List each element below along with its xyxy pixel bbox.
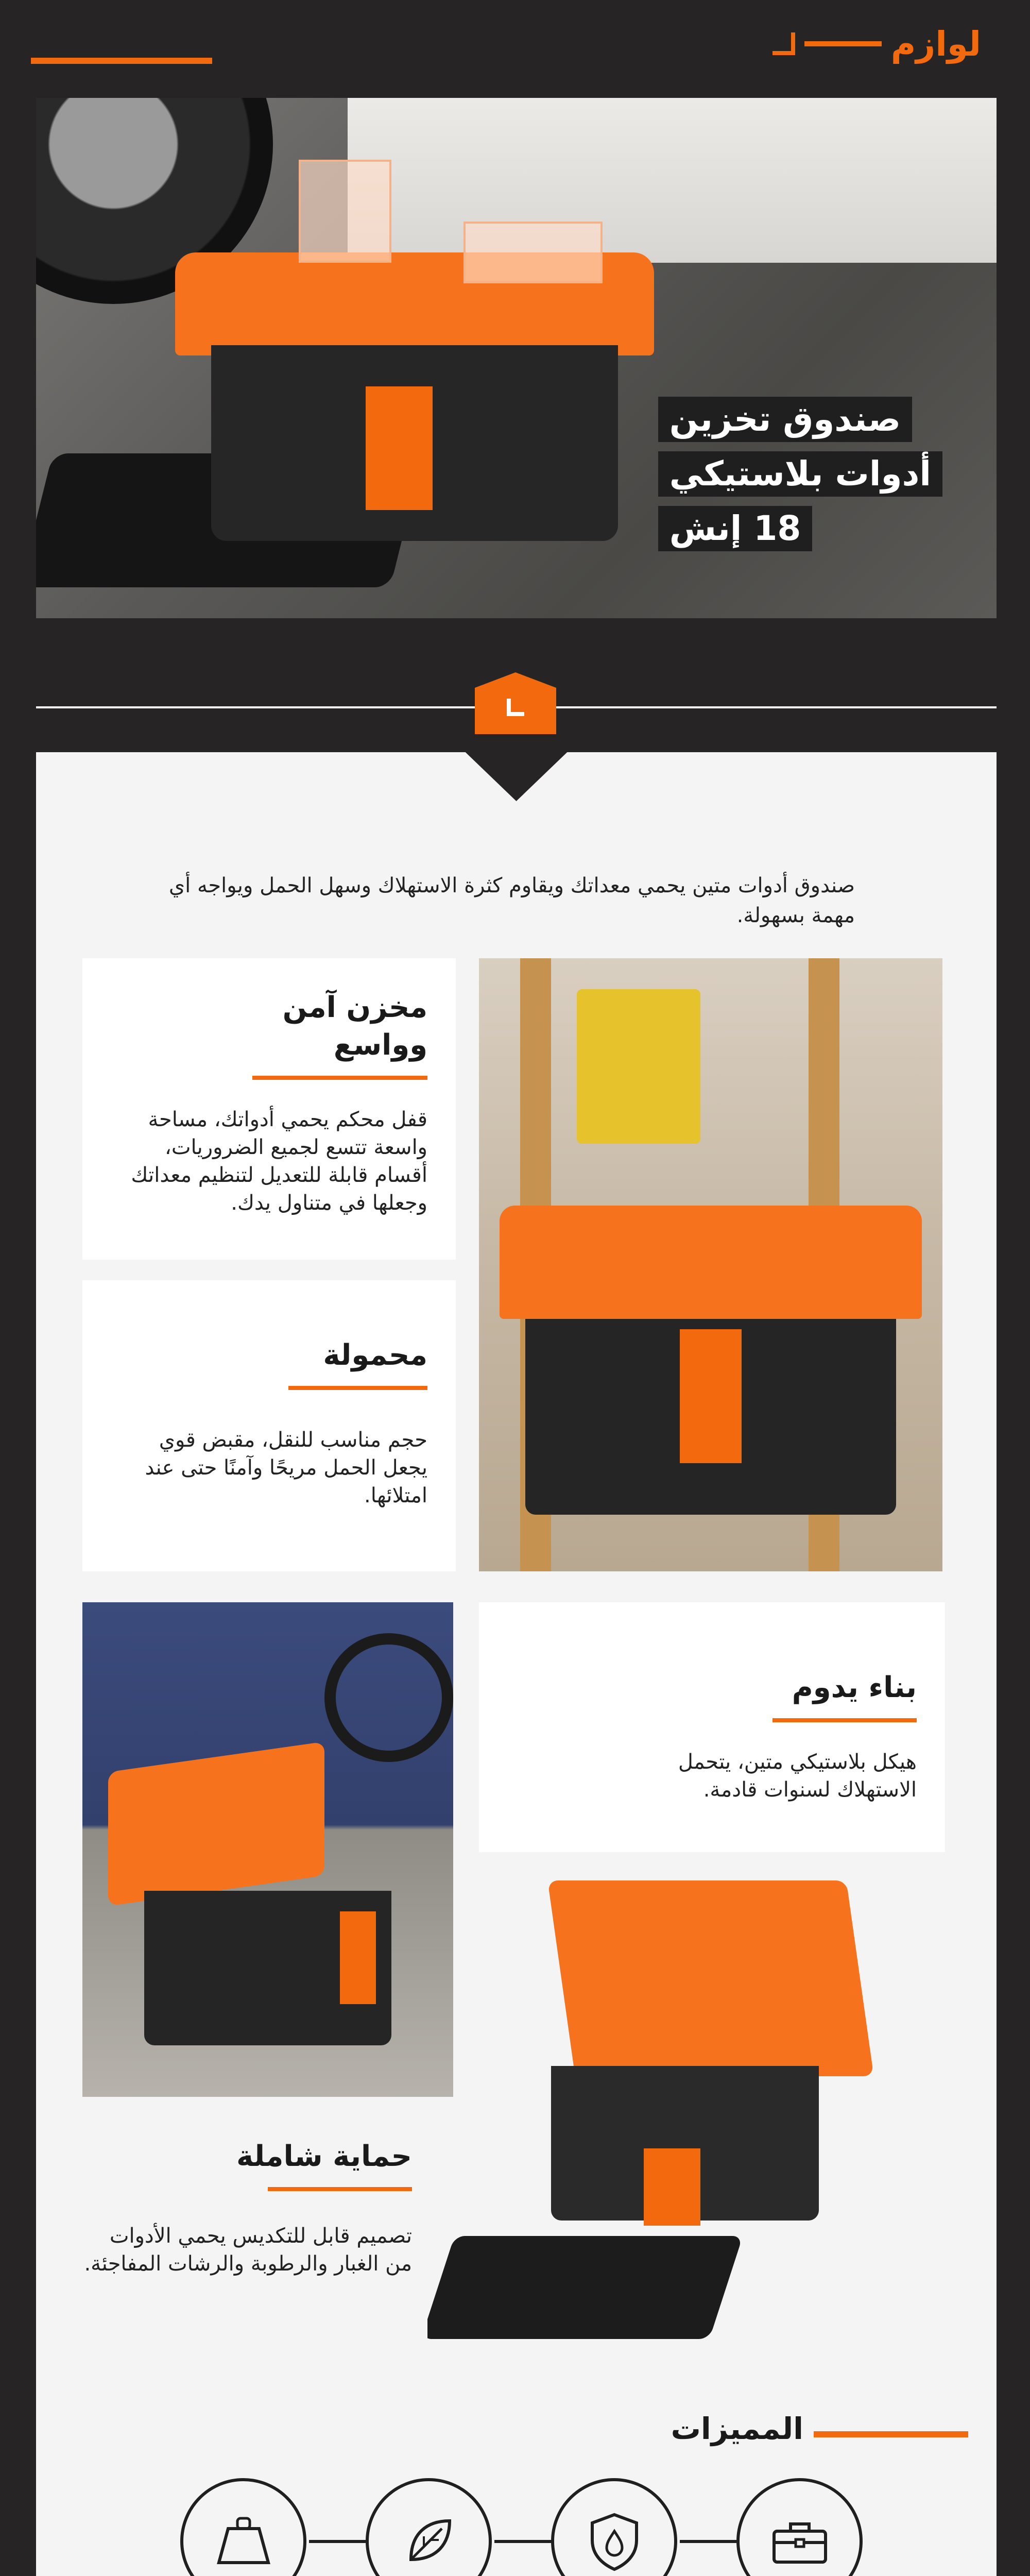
feature-card-durable (479, 1602, 945, 1852)
weight-icon (213, 2513, 274, 2570)
toolbox-photo-open (427, 1880, 958, 2380)
features-title: المميزات (671, 2411, 803, 2446)
header-accent-line (31, 58, 212, 64)
feature-card-storage (82, 958, 456, 1260)
card-title: حماية شاملة (236, 2140, 412, 2173)
toolbox-lid (547, 1880, 873, 2076)
hero-title-line: صندوق تخزين (658, 397, 912, 442)
card-text: هيكل بلاستيكي متين، يتحمل الاستهلاك لسنوات قادمة. (678, 1750, 917, 1802)
icon-connector (494, 2540, 551, 2543)
card-underline (772, 1718, 917, 1722)
feature-card-protection (82, 2138, 412, 2370)
hero-title-line: 18 إنش (658, 506, 813, 551)
intro-text: صندوق أدوات متين يحمي معداتك ويقاوم كثرة الاستهلاك وسهل الحمل ويواجه أي مهمة بسهولة. (168, 874, 855, 927)
photo-detail (324, 1633, 453, 1762)
photo-detail (577, 989, 700, 1144)
tool-tray-image (427, 2236, 743, 2339)
icon-connector (680, 2540, 736, 2543)
logo-mark-icon (507, 699, 524, 716)
card-title: مخزن آمن وواسع (282, 991, 427, 1062)
toolbox-label (340, 1911, 376, 2004)
toolbox-label (366, 386, 433, 510)
toolbox-image (175, 191, 654, 526)
card-title: بناء يدوم (792, 1671, 917, 1704)
toolbox-compartment (299, 160, 391, 263)
hero-title (658, 397, 942, 551)
water-shield-icon (586, 2511, 643, 2572)
toolbox-lid (108, 1741, 324, 1906)
toolbox-icon (769, 2516, 831, 2567)
section-badge (475, 672, 556, 734)
card-text: حجم مناسب للنقل، مقبض قوي يجعل الحمل مريحًا وآمنًا حتى عند امتلائها. (145, 1428, 427, 1507)
card-underline (288, 1386, 427, 1390)
toolbox-compartment (464, 222, 603, 283)
card-title: محمولة (323, 1338, 427, 1372)
hero-title-line: أدوات بلاستيكي (658, 451, 942, 497)
divider-line (36, 706, 475, 708)
leaf-icon (401, 2513, 457, 2570)
features-accent-line (814, 2431, 968, 2437)
toolbox-lid (500, 1206, 922, 1319)
divider-line (556, 706, 997, 708)
logo-mark-icon (772, 32, 795, 55)
card-text: تصميم قابل للتكديس يحمي الأدوات من الغبار والرطوبة والرشات المفاجئة. (84, 2224, 412, 2276)
feature-card-portable (82, 1280, 456, 1571)
logo-bar (804, 41, 882, 46)
toolbox-photo-garage (82, 1602, 453, 2097)
toolbox-label (680, 1329, 742, 1463)
card-text: قفل محكم يحمي أدواتك، مساحة واسعة تتسع لجميع الضروريات، أقسام قابلة للتعديل لتنظيم معداتك وجعلها في متناول يدك. (131, 1107, 427, 1215)
card-underline (268, 2187, 412, 2191)
toolbox-photo-workshop (479, 958, 942, 1571)
card-underline (252, 1076, 427, 1080)
brand-logo[interactable] (772, 26, 981, 62)
logo-text: لوازم (890, 24, 981, 64)
icon-connector (309, 2540, 366, 2543)
toolbox-label (644, 2148, 700, 2226)
